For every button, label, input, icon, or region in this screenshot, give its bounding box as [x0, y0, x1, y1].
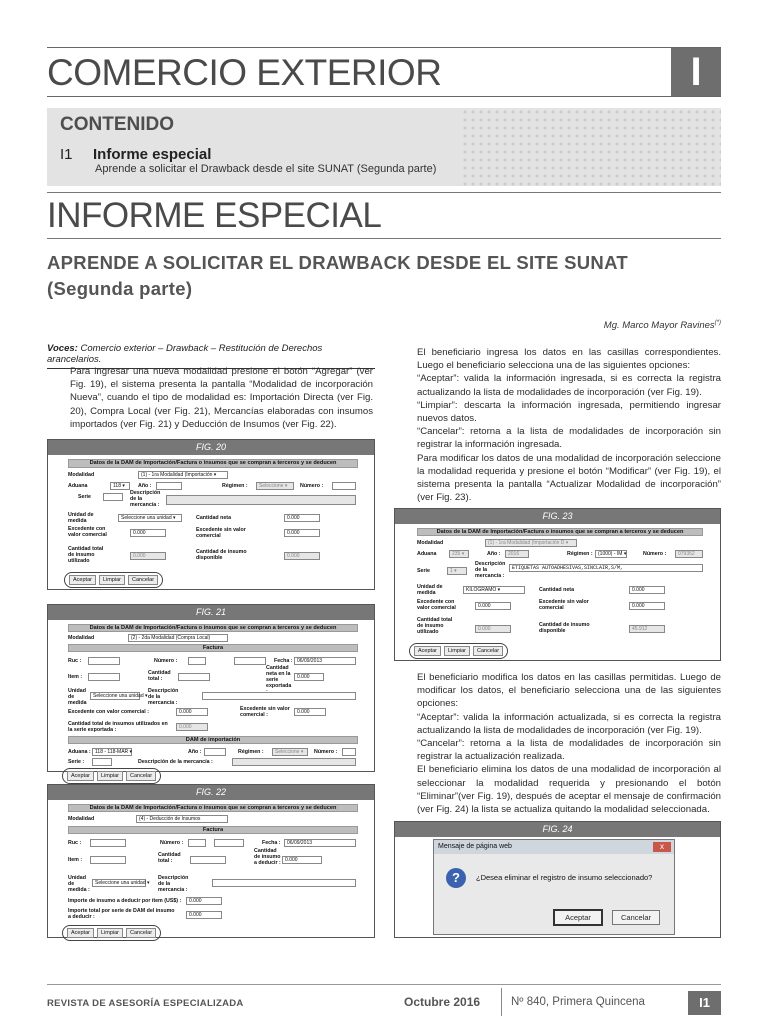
unidad-label: Unidad de medida — [68, 512, 94, 524]
report-section-title: INFORME ESPECIAL — [47, 196, 382, 235]
cant-total-field: 0.000 — [475, 625, 511, 633]
cant-total-label: Cantidad total de insumo utilizado — [417, 617, 453, 635]
cant-neta-serie-field[interactable]: 0.000 — [294, 673, 324, 681]
magazine-name: REVISTA DE ASESORÍA ESPECIALIZADA — [47, 998, 244, 1009]
numero-field[interactable]: 079352 — [675, 550, 703, 558]
item-field[interactable] — [90, 856, 126, 864]
cant-insumo-field[interactable]: 0.000 — [282, 856, 322, 864]
figure-caption: FIG. 24 — [395, 822, 720, 837]
excedente-sin-label: Excedente sin valor comercial : — [240, 706, 290, 718]
confirm-dialog — [433, 839, 675, 935]
fecha-field[interactable]: 06/09/2013 — [284, 839, 356, 847]
numero-field-b[interactable] — [234, 657, 266, 665]
cancel-button[interactable]: Cancelar — [126, 928, 156, 938]
aduana-label: Aduana — [417, 551, 437, 557]
form-buttons — [64, 572, 163, 588]
anio-label: Año : — [487, 551, 501, 557]
contents-item-title[interactable]: Informe especial — [93, 146, 212, 163]
paragraph: El beneficiario modifica los datos en las casillas permitidas. Luego de modificar los datos, el beneficiario selecciona una de las siguientes opciones: — [417, 672, 721, 710]
serie-select[interactable] — [103, 493, 123, 501]
figure-21 — [47, 604, 375, 779]
contents-box — [47, 108, 721, 186]
paragraph: El beneficiario elimina los datos de una modalidad de incorporación al seleccionar la modalidad requerida y presionando el botón “Eliminar”(ver Fig. 19), después de aceptar el mensaje de confirmación (ver Fig. 24) la lista se actualiza quitando la modalidad seleccionada. — [417, 764, 721, 816]
dialog-message: ¿Desea eliminar el registro de insumo seleccionado? — [476, 873, 653, 882]
cantidad-neta-label: Cantidad neta — [539, 587, 575, 593]
numero2-field[interactable] — [342, 748, 356, 756]
accept-button[interactable]: Aceptar — [67, 771, 94, 781]
author-note: (*) — [714, 320, 721, 326]
cant-insumo-label: Cantidad de insumo a deducir : — [254, 848, 281, 866]
excedente-label: Excedente con valor comercial — [417, 599, 456, 611]
cant-total-insumos-label: Cantidad total de insumos utilizados en la serie exportada : — [68, 721, 168, 733]
dam-bar: DAM de importación — [68, 736, 358, 744]
numero-label: Número : — [154, 658, 178, 664]
article-title-line1: APRENDE A SOLICITAR EL DRAWBACK DESDE EL SITE SUNAT — [47, 252, 628, 273]
footer-rule — [47, 984, 721, 985]
cant-disp-field: 0.000 — [284, 552, 320, 560]
issue-date: Octubre 2016 — [404, 995, 481, 1009]
numero-field[interactable] — [332, 482, 356, 490]
factura-bar: Factura — [68, 826, 358, 834]
figure-caption: FIG. 22 — [48, 785, 374, 800]
form-header: Datos de la DAM de Importación/Factura o insumos que se compran a terceros y se deducen — [417, 528, 703, 536]
article-title — [47, 250, 727, 302]
ruc-field[interactable] — [90, 839, 126, 847]
contents-item-subtitle: Aprende a solicitar el Drawback desde el site SUNAT (Segunda parte) — [95, 163, 437, 175]
paragraph: “Aceptar”: valida la información ingresada, si es correcta la registra actualizando la lista de modalidades de incorporación (ver Fig. 19). — [417, 373, 721, 398]
importe-total-field[interactable]: 0.000 — [186, 911, 222, 919]
importe-item-label: Importe de insumo a deducir por ítem (US$) : — [68, 898, 182, 904]
serie-label: Serie : — [68, 759, 85, 765]
contents-heading: CONTENIDO — [60, 114, 174, 135]
form-header: Datos de la DAM de Importación/Factura o insumos que se compran a terceros y se deducen — [68, 459, 358, 468]
importe-item-field[interactable]: 0.000 — [186, 897, 222, 905]
clear-button[interactable]: Limpiar — [444, 646, 470, 656]
right-text-block-1 — [417, 346, 721, 504]
author-name: Mg. Marco Mayor Ravines — [603, 320, 715, 332]
descripcion-field[interactable] — [202, 692, 356, 700]
aduana-label: Aduana — [68, 483, 88, 489]
voces-label: Voces: — [47, 343, 78, 354]
regimen-select[interactable]: (1000) - IM ▾ — [595, 550, 627, 558]
paragraph: “Aceptar”: valida la información actualizada, si es correcta la registra actualizando la lista de modalidades de incorporación (ver Fig. 19). — [417, 711, 721, 736]
unidad-select[interactable]: Seleccione una unidad ▾ — [92, 879, 146, 887]
paragraph: El beneficiario ingresa los datos en las casillas correspondientes. Luego el beneficiario selecciona una de las siguientes opciones: — [417, 347, 721, 372]
cant-total-label: Cantidad total de insumo utilizado — [68, 546, 104, 564]
paragraph: “Limpiar”: descarta la información ingresada, permitiendo ingresar nuevos datos. — [417, 399, 721, 425]
numero-label: Número : — [160, 840, 184, 846]
cant-total-field: 0.000 — [130, 552, 166, 560]
issue-number: Nº 840, Primera Quincena — [511, 996, 645, 1008]
descripcion-label: Descripción de la mercancía : — [148, 688, 179, 706]
section-title: COMERCIO EXTERIOR — [47, 52, 442, 93]
descripcion-label: Descripción de la mercancía : — [130, 490, 161, 508]
cant-total-insumos-field: 0.000 — [176, 723, 208, 731]
form-buttons — [409, 643, 508, 659]
accept-button[interactable]: Aceptar — [67, 928, 94, 938]
excedente-sin-field[interactable]: 0.000 — [284, 529, 320, 537]
modalidad-select[interactable]: (1) - 1ra Modalidad (Importación ▾ — [138, 471, 228, 479]
anio-field[interactable] — [156, 482, 182, 490]
serie-label: Serie — [78, 494, 91, 500]
excedente-sin-field[interactable]: 0.000 — [629, 602, 665, 610]
report-rule — [47, 238, 721, 239]
cantidad-neta-label: Cantidad neta — [196, 515, 232, 521]
form-buttons — [62, 925, 161, 941]
item-field[interactable] — [88, 673, 120, 681]
paragraph: “Cancelar”: retorna a la lista de modalidades de incorporación sin registrar la información ingresada. — [417, 426, 721, 451]
descripcion-field[interactable] — [212, 879, 356, 887]
fecha-field[interactable]: 06/09/2013 — [294, 657, 356, 665]
cant-disp-label: Cantidad de insumo disponible — [539, 622, 590, 634]
section-rule — [47, 96, 721, 97]
excedente-label: Excedente con valor comercial — [68, 526, 107, 538]
excedente-label: Excedente con valor comercial : — [68, 709, 149, 715]
cantidad-total-label: Cantidad total : — [148, 670, 171, 682]
accept-button[interactable]: Aceptar — [414, 646, 441, 656]
item-label: Item : — [68, 674, 83, 680]
contents-item-number: I1 — [60, 146, 73, 163]
numero-field-a[interactable] — [188, 839, 206, 847]
figure-caption: FIG. 20 — [48, 440, 374, 455]
cancel-button[interactable]: Cancelar — [126, 771, 156, 781]
descripcion-field[interactable] — [166, 495, 356, 505]
regimen-select[interactable]: Seleccione ▾ — [256, 482, 294, 490]
aduana-label: Aduana : — [68, 749, 91, 755]
unidad-select[interactable]: Seleccione una unidad ▾ — [118, 514, 182, 522]
figure-24 — [394, 821, 721, 938]
desc2-field — [232, 758, 356, 766]
excedente-sin-field[interactable]: 0.000 — [294, 708, 326, 716]
cant-disp-label: Cantidad de insumo disponible — [196, 549, 247, 561]
serie-select[interactable] — [92, 758, 112, 766]
top-rule — [47, 47, 721, 48]
anio-label: Año : — [138, 483, 152, 489]
aduana-select[interactable]: 118 - 118-MAR ▾ — [92, 748, 132, 756]
form-header: Datos de la DAM de Importación/Factura o insumos que se compran a terceros y se deducen — [68, 804, 358, 812]
clear-button[interactable]: Limpiar — [97, 771, 123, 781]
cancel-button[interactable]: Cancelar — [612, 910, 660, 925]
excedente-field[interactable]: 0.000 — [130, 529, 166, 537]
regimen-label: Régimen : — [222, 483, 248, 489]
numero-field-b[interactable] — [214, 839, 244, 847]
figure-caption: FIG. 21 — [48, 605, 374, 620]
form-buttons — [62, 768, 161, 784]
excedente-sin-label: Excedente sin valor comercial — [196, 527, 246, 539]
figure-23 — [394, 508, 721, 661]
unidad-label: Unidad de medida — [417, 584, 443, 596]
numero-field-a[interactable] — [188, 657, 206, 665]
modalidad-select[interactable]: (1) - 1ra Modalidad (Importación D ▾ — [485, 539, 577, 547]
fecha-label: Fecha : — [262, 840, 281, 846]
close-icon[interactable]: x — [653, 842, 671, 852]
footer-divider — [501, 988, 502, 1016]
cantidad-total-label: Cantidad total : — [158, 852, 181, 864]
regimen-label: Régimen : — [238, 749, 264, 755]
figure-20 — [47, 439, 375, 590]
cantidad-total-field[interactable] — [190, 856, 226, 864]
cantidad-total-field[interactable] — [178, 673, 210, 681]
figure-caption: FIG. 23 — [395, 509, 720, 524]
excedente-field[interactable]: 0.000 — [176, 708, 208, 716]
serie-label: Serie — [417, 568, 430, 574]
unidad-label: Unidad de medida — [68, 688, 87, 706]
modalidad-select[interactable]: (4) - Deducción de Insumos — [136, 815, 228, 823]
contents-rule — [47, 192, 721, 193]
ruc-label: Ruc : — [68, 840, 82, 846]
desc2-label: Descripción de la mercancía : — [138, 759, 213, 765]
descripcion-label: Descripción de la mercancía : — [158, 875, 189, 893]
regimen-select[interactable]: Seleccione ▾ — [272, 748, 308, 756]
anio-label: Año : — [188, 749, 202, 755]
accept-button[interactable]: Aceptar — [554, 910, 602, 925]
cancel-button[interactable]: Cancelar — [473, 646, 503, 656]
form-header: Datos de la DAM de Importación/Factura o insumos que se compran a terceros y se deducen — [68, 624, 358, 632]
unidad-select[interactable]: KILOGRAMO ▾ — [463, 586, 525, 594]
factura-bar: Factura — [68, 644, 358, 652]
regimen-label: Régimen : — [567, 551, 593, 557]
descripcion-field[interactable]: ETIQUETAS AUTOADHESIVAS,SINCLAIR,S/M, — [509, 564, 703, 572]
fecha-label: Fecha : — [274, 658, 293, 664]
item-label: Item : — [68, 857, 83, 863]
intro-paragraph: Para ingresar una nueva modalidad presione el botón “Agregar” (ver Fig. 19), el sistema presenta la pantalla “Modalidad de incorporación Nueva”, cuando el tipo de modalidad es: Importación Directa (ver Fig. 20), Compra Local (ver Fig. 21), Mercancías elaboradas con insumos importados (ver Fig. 21) y Deducción de Insumos (ver Fig. 22). — [70, 366, 373, 430]
figure-22 — [47, 784, 375, 938]
ruc-field[interactable] — [88, 657, 120, 665]
cantidad-neta-field[interactable]: 0.000 — [629, 586, 665, 594]
anio-field[interactable]: 2016 — [505, 550, 529, 558]
dot-pattern — [461, 108, 721, 186]
aduana-select[interactable]: 118 ▾ — [110, 482, 130, 490]
aduana-select[interactable]: 235 ▾ — [449, 550, 469, 558]
cantidad-neta-field[interactable]: 0.000 — [284, 514, 320, 522]
numero-label: Número : — [300, 483, 324, 489]
numero-label: Número : — [643, 551, 667, 557]
accept-button[interactable]: Aceptar — [69, 575, 96, 585]
ruc-label: Ruc : — [68, 658, 82, 664]
excedente-sin-label: Excedente sin valor comercial — [539, 599, 589, 611]
cant-disp-field: 45.912 — [629, 625, 665, 633]
author-line — [604, 320, 721, 331]
anio-field[interactable] — [204, 748, 226, 756]
paragraph: Para modificar los datos de una modalidad de incorporación seleccione la modalidad requerida y presione el botón “Modificar” (ver Fig. 19), el sistema presenta la pantalla “Actualizar Modalidad de incorporación” (ver Fig. 23). — [417, 452, 721, 504]
page-number: I1 — [688, 991, 721, 1015]
section-badge: I — [671, 48, 721, 96]
cancel-button[interactable]: Cancelar — [128, 575, 158, 585]
clear-button[interactable]: Limpiar — [97, 928, 123, 938]
modalidad-select[interactable]: (2) - 2da Modalidad (Compra Local) — [128, 634, 228, 642]
voces-text: Comercio exterior – Drawback – Restitución de Derechos arancelarios. — [47, 343, 323, 365]
modalidad-label: Modalidad — [68, 816, 95, 822]
paragraph: “Cancelar”: retorna a la lista de modalidades de incorporación sin registrar la actualización realizada. — [417, 738, 721, 763]
importe-total-label: Importe total por serie de DAM del insumo a deducir : — [68, 908, 175, 920]
modalidad-label: Modalidad — [68, 635, 95, 641]
question-icon: ? — [446, 868, 466, 888]
modalidad-label: Modalidad — [68, 472, 95, 478]
dialog-title: Mensaje de página web — [434, 840, 674, 854]
right-text-block-2 — [417, 671, 721, 816]
article-title-line2: (Segunda parte) — [47, 278, 193, 299]
unidad-select[interactable]: Seleccione una unidad ▾ — [90, 692, 140, 700]
numero2-label: Número : — [314, 749, 338, 755]
descripcion-label: Descripción de la mercancía : — [475, 561, 506, 579]
excedente-field[interactable]: 0.000 — [475, 602, 511, 610]
unidad-label: Unidad de medida : — [68, 875, 90, 893]
cant-neta-serie-label: Cantidad neta en la serie exportada — [266, 665, 292, 689]
modalidad-label: Modalidad — [417, 540, 444, 546]
clear-button[interactable]: Limpiar — [99, 575, 125, 585]
serie-select[interactable]: 1 ▾ — [447, 567, 467, 575]
